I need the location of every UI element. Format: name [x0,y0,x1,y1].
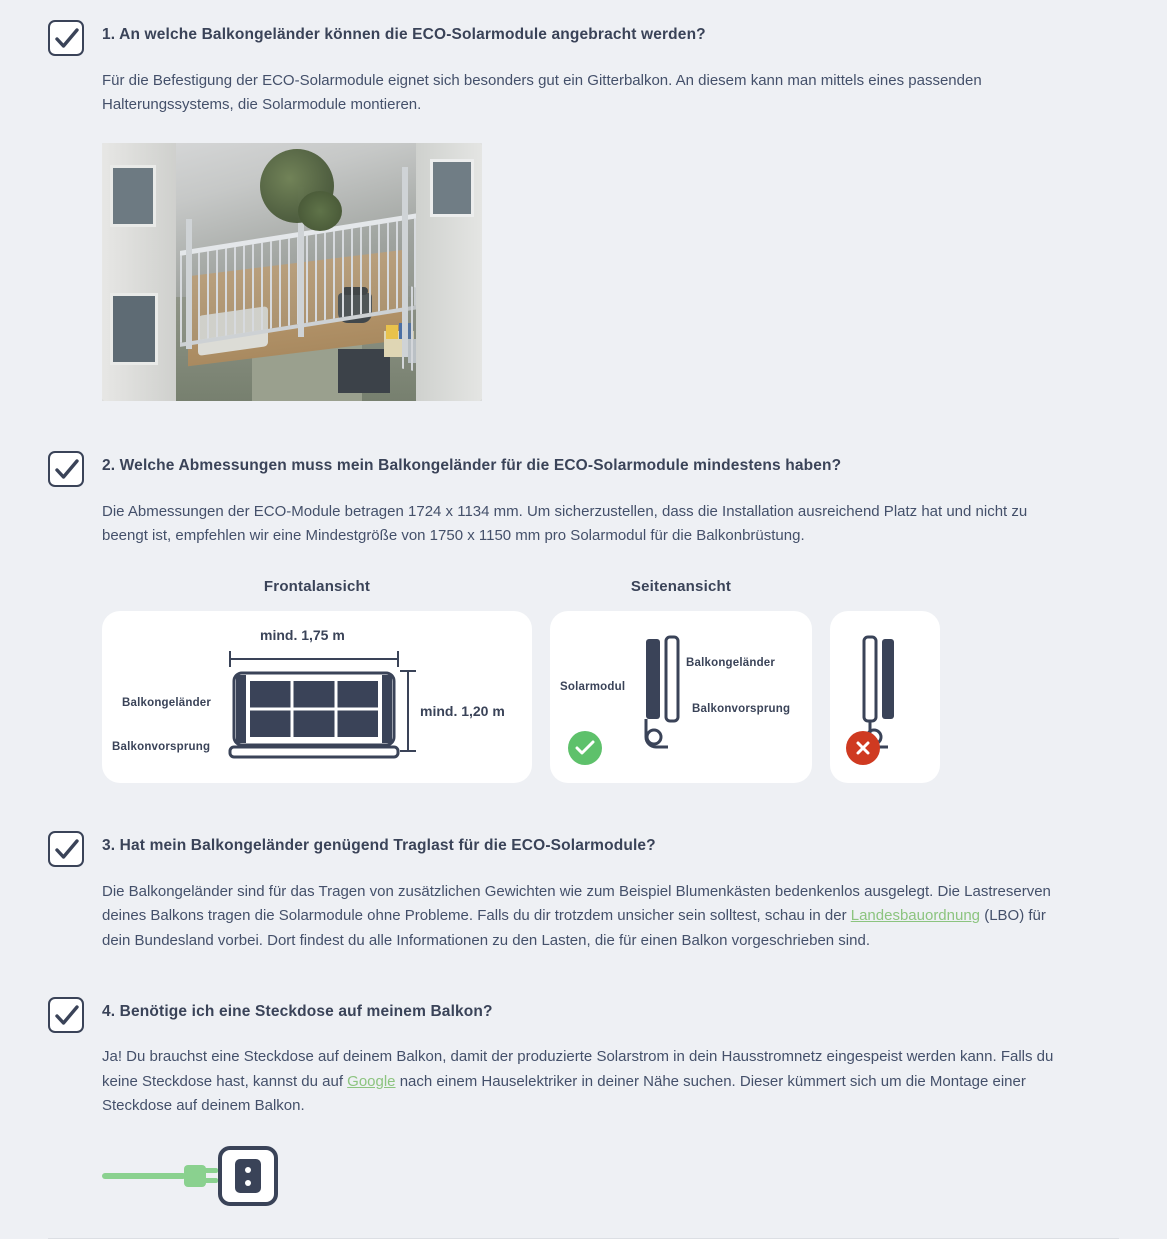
faq-answer-1: Für die Befestigung der ECO-Solarmodule eignet sich besonders gut ein Gitterbalkon. An diesem kann man mittels eines passenden Halterungssystems, die Solarmodule montieren. [102,71,982,113]
faq-question-2: 2. Welche Abmessungen muss mein Balkongeländer für die ECO-Solarmodule mindestens haben? [102,457,842,475]
checkmark-icon-3 [48,831,84,867]
faq-question-4: 4. Benötige ich eine Steckdose auf meinem Balkon? [102,1002,493,1020]
checkmark-icon-1 [48,20,84,56]
diagram-card-side-error [830,611,940,783]
faq-item-2 [0,401,1167,783]
plug-and-socket-icon [102,1146,1102,1206]
balcony-photo-wrapper [102,143,1102,401]
socket-icon [218,1146,278,1206]
label-railing-side: Balkongeländer [686,657,776,670]
diagram-card-side-ok [550,611,812,783]
cable-icon [102,1173,186,1179]
plug-icon [184,1165,206,1187]
checkmark-icon-2 [48,451,84,487]
diagram-title-side: Seitenansicht [630,578,732,596]
dimension-width-label: mind. 1,75 m [260,627,345,644]
diagram-title-front: Frontalansicht [263,578,371,596]
faq-item-4 [0,953,1167,1206]
faq-item-1 [0,0,1167,401]
faq-answer-4-part2: nach einem Hauselektriker in deiner Nähe suchen. Dieser kümmert sich um die Montage einer Steckdose auf deinem Balkon. [102,1072,1026,1115]
label-railing-front: Balkongeländer [122,697,212,710]
faq-answer-3 [102,880,1070,953]
landesbauordnung-link[interactable]: Landesbauordnung [850,907,981,925]
label-projection-front: Balkonvorsprung [112,741,211,754]
faq-item-3 [0,783,1167,952]
google-link[interactable]: Google [347,1072,396,1090]
label-module-side: Solarmodul [560,681,626,694]
faq-answer-4 [102,1045,1070,1118]
label-projection-side: Balkonvorsprung [692,703,791,716]
dimension-diagrams [102,578,1102,783]
diagram-card-front [102,611,532,783]
faq-answer-3-part2: (LBO) für dein Bundesland vorbei. Dort findest du alle Informationen zu den Lasten, die für einen Balkon vorgeschrieben sind. [102,907,1046,949]
faq-answer-2: Die Abmessungen der ECO-Module betragen 1724 x 1134 mm. Um sicherzustellen, dass die Installation ausreichend Platz hat und nicht zu beengt ist, empfehlen wir eine Mindestgröße von 1750 x 1150 mm pro Solarmodul für die Balkonbrüstung. [102,502,1028,545]
faq-answer-4-part1: Ja! Du brauchst eine Steckdose auf deinem Balkon, damit der produzierte Solarstrom in dein Hausstromnetz eingespeist werden kann. Falls du keine Steckdose hast, kannst du auf [102,1048,1054,1090]
dimension-height-label: mind. 1,20 m [420,703,505,720]
faq-question-3: 3. Hat mein Balkongeländer genügend Traglast für die ECO-Solarmodule? [102,837,656,855]
faq-question-1: 1. An welche Balkongeländer können die ECO-Solarmodule angebracht werden? [102,26,706,43]
faq-answer-3-part1: Die Balkongeländer sind für das Tragen von zusätzlichen Gewichten wie zum Beispiel Blumenkästen bedenkenlos ausgelegt. Die Lastreserven deines Balkons tragen die Solarmodule ohne Probleme. Falls du dir trotzdem unsicher sein solltest, schau in der [102,882,1051,925]
checkmark-icon-4 [48,997,84,1033]
balcony-photo [102,143,482,401]
